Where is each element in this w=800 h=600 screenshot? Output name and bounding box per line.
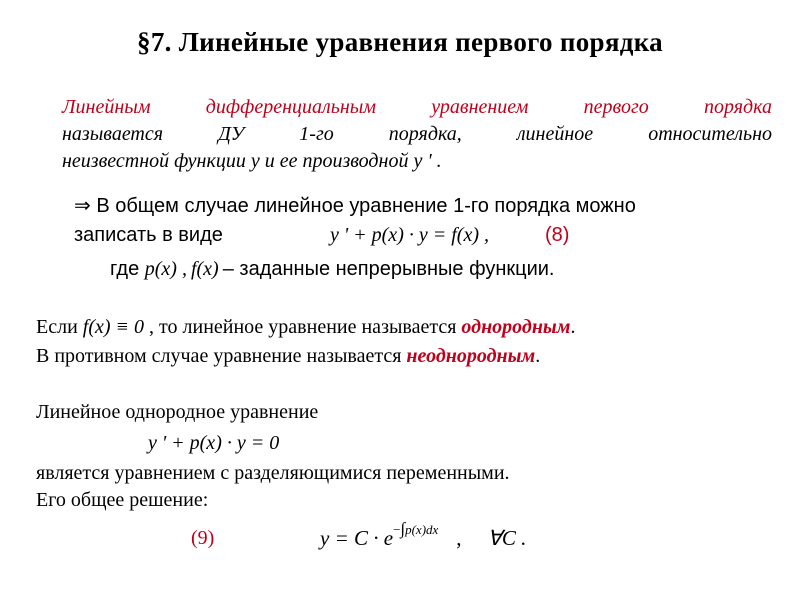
period-2: . xyxy=(535,345,541,367)
if-middle: , то линейное уравнение называется xyxy=(144,316,462,338)
general-form-lead: записать в виде xyxy=(74,224,223,246)
solution-lhs: y = C · e xyxy=(320,526,394,550)
equation-number-9: (9) xyxy=(191,527,215,549)
where-suffix: – заданные непрерывные функции. xyxy=(222,258,555,280)
general-solution-label: Его общее решение: xyxy=(36,489,209,511)
exponent-integrand: p(x)dx xyxy=(405,522,439,537)
if-prefix: Если xyxy=(36,316,83,338)
term-inhomogeneous: неоднородным xyxy=(406,345,536,367)
separable-text: является уравнением с разделяющимися переменными. xyxy=(36,462,510,484)
page-title: §7. Линейные уравнения первого порядка xyxy=(137,27,663,57)
where-p: p(x) , xyxy=(144,258,187,280)
homogeneous-condition: f(x) ≡ 0 xyxy=(82,316,145,338)
homogeneous-intro: Линейное однородное уравнение xyxy=(36,401,319,423)
where-line xyxy=(110,258,554,281)
general-solution-formula xyxy=(320,519,527,562)
term-homogeneous: однородным xyxy=(461,316,571,338)
linear-equation: y ' + p(x) · y = f(x) , xyxy=(330,224,489,246)
period-1: . xyxy=(570,316,576,338)
definition-line-3: неизвестной функции y и ее производной y ' . xyxy=(62,150,442,172)
exponent-minus: − xyxy=(393,522,401,537)
homogeneous-line xyxy=(36,316,576,339)
definition-line-2: называется ДУ 1-го порядка, линейное относительно xyxy=(62,123,772,145)
inhomogeneous-line xyxy=(36,345,540,368)
definition-term: Линейным дифференциальным уравнением первого порядка xyxy=(62,96,772,118)
where-f: f(x) xyxy=(190,258,219,280)
homogeneous-equation: y ' + p(x) · y = 0 xyxy=(148,432,280,454)
else-text: В противном случае уравнение называется xyxy=(36,345,407,367)
forall-c: ∀C . xyxy=(487,526,527,550)
solution-comma: , xyxy=(456,526,462,550)
equation-number-8: (8) xyxy=(545,224,570,246)
solution-exponent xyxy=(393,519,439,538)
where-prefix: где xyxy=(110,258,145,280)
definition-block xyxy=(36,94,772,175)
general-form-text: ⇒ В общем случае линейное уравнение 1-го порядка можно xyxy=(74,195,636,217)
integral-sign: ∫ xyxy=(400,519,406,538)
